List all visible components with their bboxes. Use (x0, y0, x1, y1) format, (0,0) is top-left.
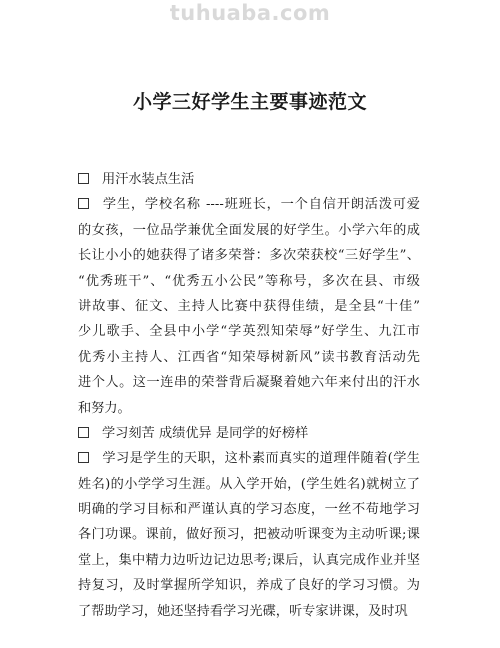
checkbox-icon (78, 427, 89, 438)
paragraph-line (78, 218, 420, 243)
paragraph-line (78, 294, 420, 319)
paragraph-line (78, 497, 420, 522)
paragraph-line (78, 396, 420, 421)
paragraph-line (78, 472, 420, 497)
line-text: 持复习，及时掌握所学知识，养成了良好的学习习惯。为 (78, 578, 420, 594)
checkbox-icon (78, 173, 89, 184)
line-text: 进个人。这一连串的荣誉背后凝聚着她六年来付出的汗水 (78, 375, 420, 391)
line-text: 和努力。 (78, 400, 131, 416)
line-text: 的女孩，一位品学兼优全面发展的好学生。小学六年的成 (78, 222, 420, 238)
line-text: 长让小小的她获得了诸多荣誉：多次荣获校“三好学生”、 (78, 248, 420, 264)
line-text: 了帮助学习，她还坚持看学习光碟，听专家讲课，及时巩 (78, 603, 408, 619)
document-title: 小学三好学生主要事迹范文 (132, 91, 367, 113)
checkbox-icon (78, 452, 89, 463)
document-body (78, 167, 420, 624)
line-text: 优秀小主持人、江西省“知荣辱树新风”读书教育活动先 (78, 349, 420, 365)
line-text: 学生，学校名称 ----班班长，一个自信开朗活泼可爱 (102, 197, 420, 213)
paragraph-line (78, 345, 420, 370)
checkbox-icon (78, 198, 89, 209)
paragraph-line (78, 269, 420, 294)
line-text: 姓名)的小学学习生涯。从入学开始，(学生姓名)就树立了 (78, 476, 420, 492)
line-text: 用汗水装点生活 (102, 172, 195, 187)
paragraph-line (78, 599, 420, 624)
line-text: 各门功课。课前，做好预习，把被动听课变为主动听课;课 (78, 527, 420, 543)
paragraph-line (78, 522, 420, 547)
paragraph-first-line (78, 167, 420, 192)
paragraph-line (78, 243, 420, 268)
line-text: 堂上，集中精力边听边记边思考;课后，认真完成作业并坚 (78, 552, 420, 568)
paragraph-first-line (78, 421, 420, 446)
paragraph-line (78, 319, 420, 344)
paragraph-first-line (78, 192, 420, 217)
watermark: tuhuaba.com (169, 1, 331, 25)
line-text: 少儿歌手、全县中小学“学英烈知荣辱”好学生、九江市 (78, 324, 420, 340)
paragraph-first-line (78, 446, 420, 471)
paragraph-line (78, 573, 420, 598)
paragraph-line (78, 548, 420, 573)
line-text: “优秀班干”、“优秀五小公民”等称号，多次在县、市级 (78, 273, 420, 289)
paragraph-line (78, 370, 420, 395)
line-text: 学习是学生的天职，这朴素而真实的道理伴随着(学生 (102, 451, 420, 467)
line-text: 明确的学习目标和严谨认真的学习态度，一丝不苟地学习 (78, 502, 420, 518)
line-text: 讲故事、征文、主持人比赛中获得佳绩，是全县“十佳” (78, 298, 420, 314)
line-text: 学习刻苦 成绩优异 是同学的好榜样 (102, 425, 309, 441)
